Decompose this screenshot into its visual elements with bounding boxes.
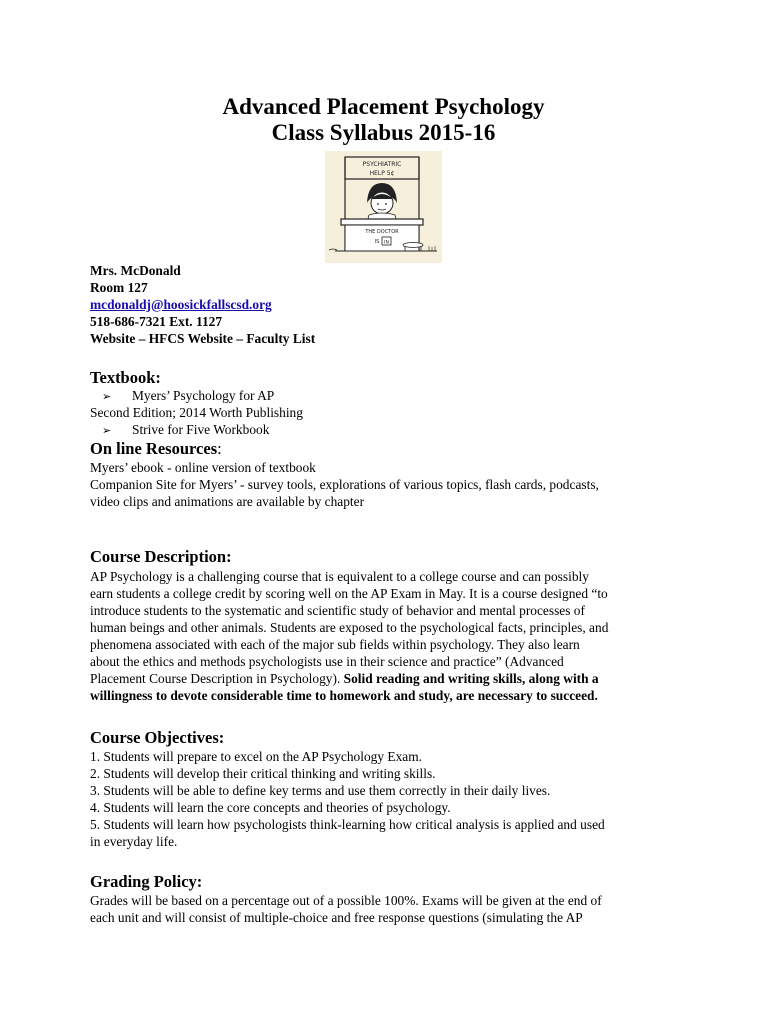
workbook-item [90,421,269,440]
grading-policy-heading: Grading Policy: [90,872,203,891]
doctor-sign-text: THE DOCTOR [365,229,399,235]
online-line-3: video clips and animations are available by chapter [90,494,365,509]
sign-bottom-text: HELP 5¢ [369,170,395,177]
course-description-heading: Course Description: [90,547,232,566]
doctor-is-text: IS [374,239,380,245]
online-line-1: Myers’ ebook - online version of textbook [90,460,316,475]
textbook-item-label: Myers’ Psychology for AP [132,388,275,403]
list-item: 1. Students will prepare to excel on the AP Psychology Exam. [90,749,422,764]
phone-number: 518-686-7321 Ext. 1127 [90,313,223,329]
course-objectives-heading: Course Objectives: [90,728,225,747]
website-info: Website – HFCS Website – Faculty List [90,330,316,346]
textbook-heading: Textbook: [90,368,161,387]
textbook-edition: Second Edition; 2014 Worth Publishing [90,405,303,420]
arrow-bullet-icon: ➢ [102,391,112,403]
online-line-2: Companion Site for Myers’ - survey tools, explorations of various topics, flash cards, podcasts, [90,477,599,492]
workbook-item-label: Strive for Five Workbook [132,422,270,437]
teacher-name: Mrs. McDonald [90,263,181,278]
online-resources-heading: On line Resources: [90,439,222,458]
list-item: in everyday life. [90,834,178,849]
course-objectives-list [90,748,680,850]
grading-policy-text: Grades will be based on a percentage out of a possible 100%. Exams will be given at the end of each unit and will consist of multiple-choice and free response questions (simulating the AP [90,893,602,925]
course-description-text: AP Psychology is a challenging course that is equivalent to a college course and can possibly earn students a college credit by scoring well on the AP Exam in May. It is a course designed “to introduce students to the systematic and scientific study of behavior and mental processes of human beings and other animals. Students are exposed to the psychological facts, principles, and phenomena associated with each of the major sub fields within psychology. They also learn about the ethics and methods psychologists use in their science and practice” (Advanced Placement Course Description in Psychology). Solid reading and writing skills, along with a willingness to devote considerable time to homework and study, are necessary to succeed. [90,569,609,703]
list-item: 3. Students will be able to define key terms and use them correctly in their daily lives. [90,783,551,798]
arrow-bullet-icon: ➢ [102,425,112,437]
doctor-status-text: IN [384,240,389,246]
page-subtitle: Class Syllabus 2015-16 [271,120,496,145]
sign-top-text: PSYCHIATRIC [362,161,402,168]
page-title: Advanced Placement Psychology [222,94,545,119]
teacher-contact [90,263,690,348]
room-number: Room 127 [90,279,148,295]
list-item: 2. Students will develop their critical thinking and writing skills. [90,766,436,781]
email-link[interactable]: mcdonaldj@hoosickfallscsd.org [90,296,272,312]
psychiatric-help-cartoon [325,151,442,263]
list-item: 5. Students will learn how psychologists think-learning how critical analysis is applied and used [90,817,605,832]
list-item: 4. Students will learn the core concepts and theories of psychology. [90,800,451,815]
